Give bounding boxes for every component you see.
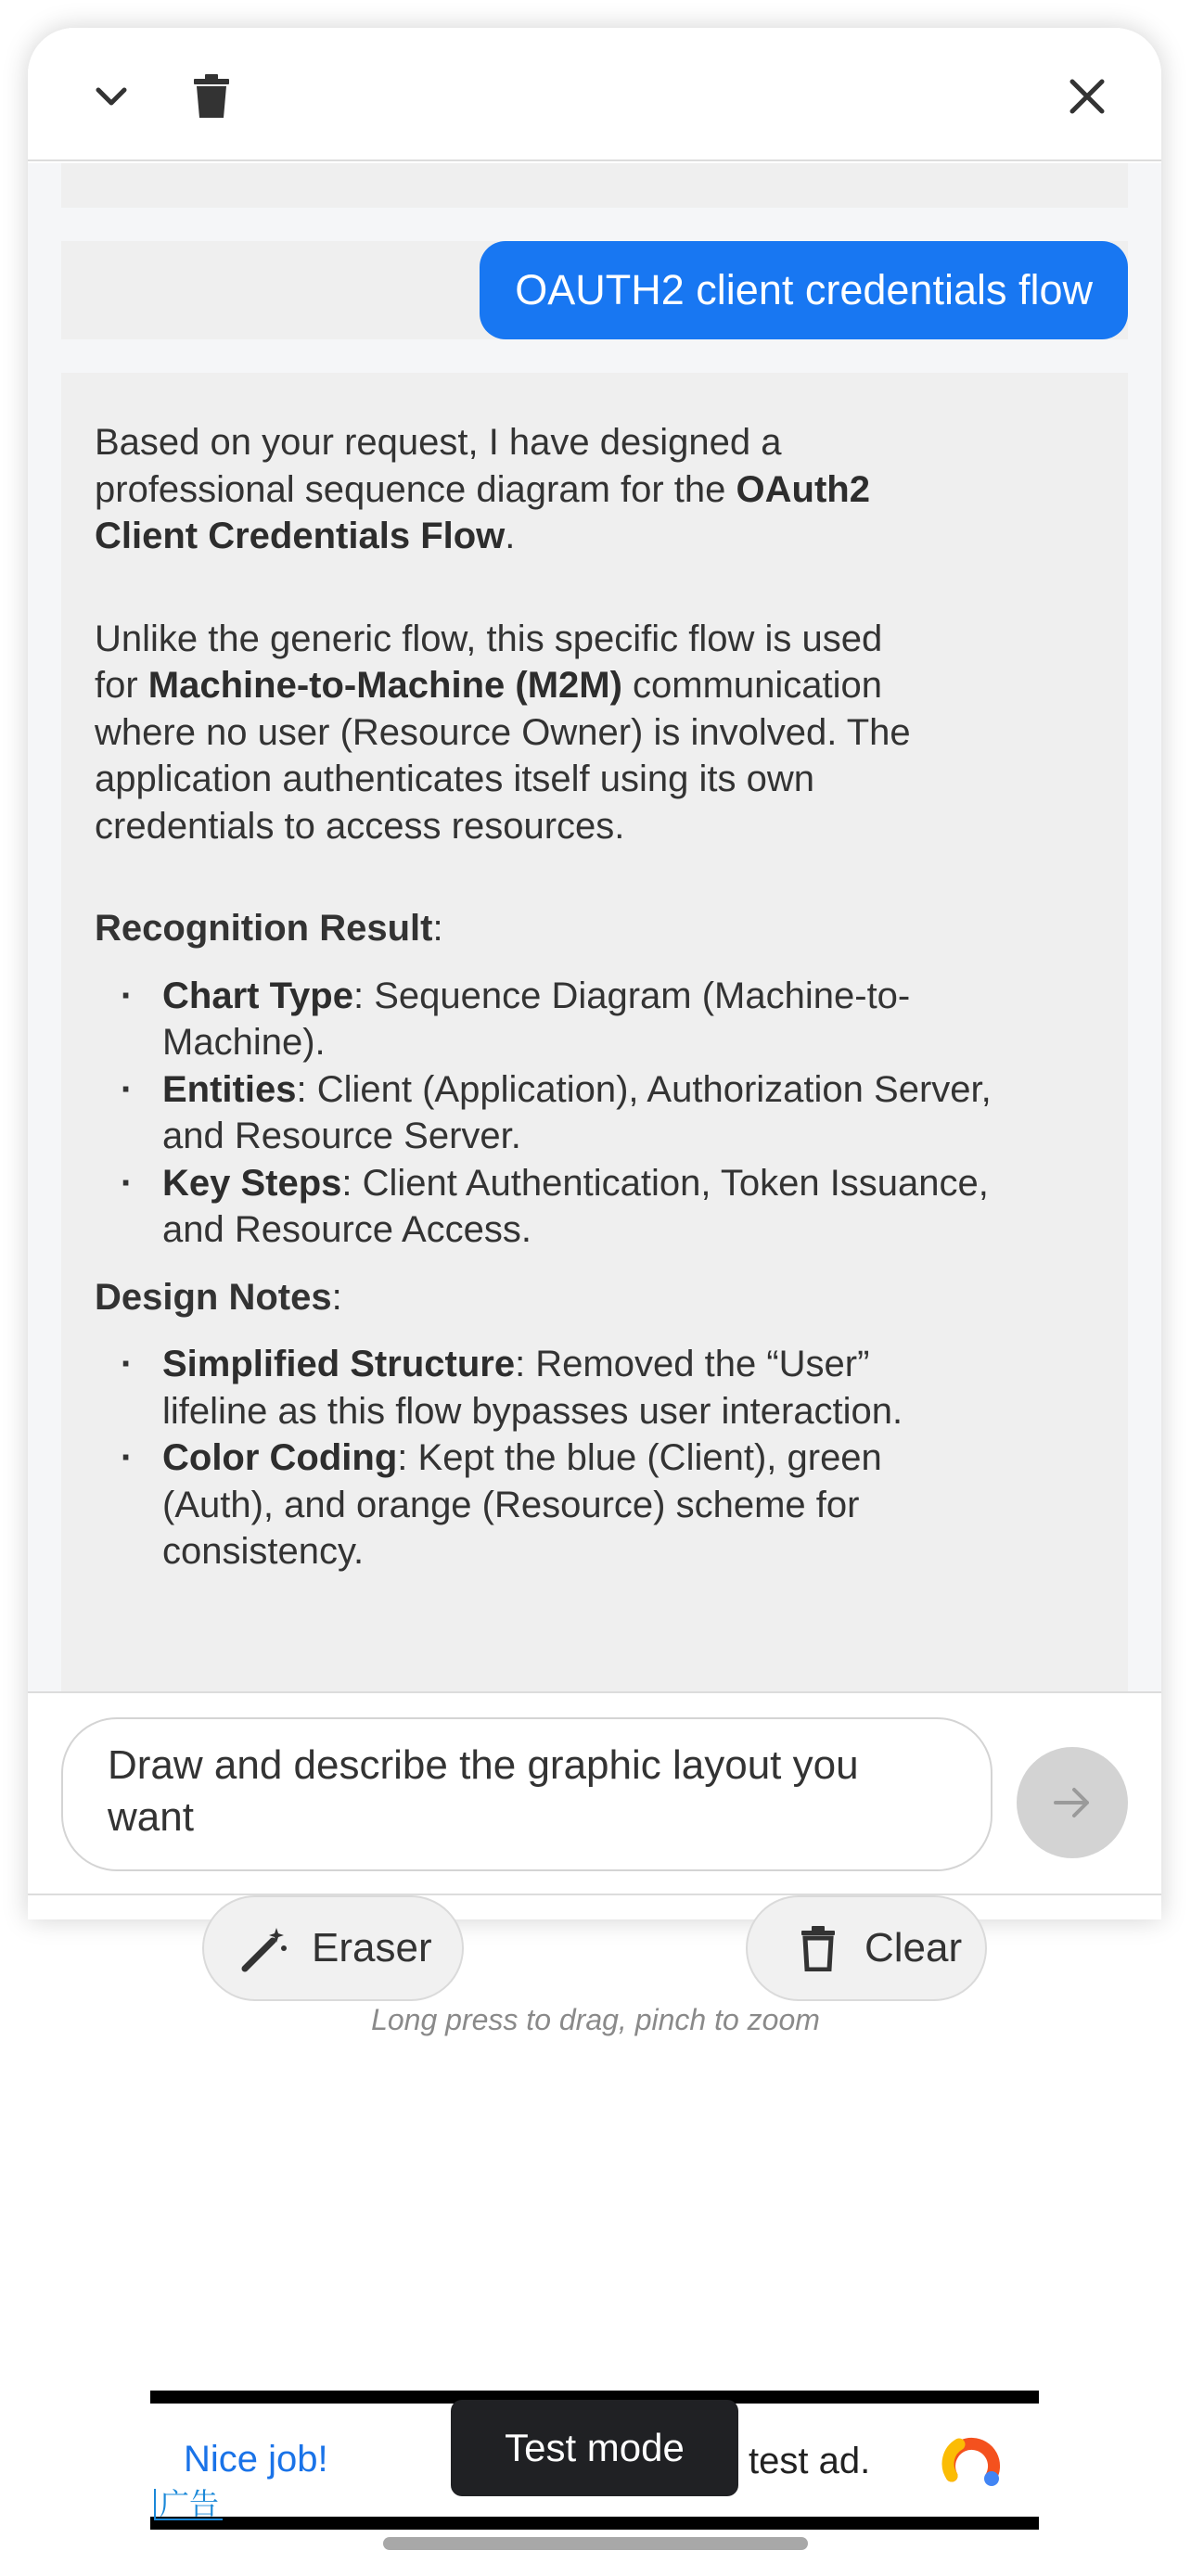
item-text: : Client Authentication, Token Issuance, and Resource Access. bbox=[162, 1162, 989, 1250]
home-indicator[interactable] bbox=[383, 2537, 808, 2550]
para2-bold: Machine-to-Machine (M2M) bbox=[147, 665, 622, 706]
eraser-button[interactable] bbox=[202, 1895, 464, 2001]
recognition-heading: Recognition Result: bbox=[95, 908, 443, 949]
item-label: Color Coding bbox=[162, 1437, 398, 1478]
intro-suffix: . bbox=[505, 516, 516, 556]
item-label: Simplified Structure bbox=[162, 1344, 516, 1384]
canvas-hint: Long press to drag, pinch to zoom bbox=[371, 2003, 820, 2036]
answer-paragraph-2 bbox=[95, 616, 911, 850]
ad-tag: 广告 bbox=[154, 2489, 223, 2520]
collapse-button[interactable] bbox=[82, 67, 141, 126]
item-label: Key Steps bbox=[162, 1162, 342, 1204]
assistant-message bbox=[61, 373, 1128, 1691]
arrow-right-icon bbox=[1050, 1780, 1095, 1825]
panel-header bbox=[28, 28, 1161, 161]
user-message-row bbox=[61, 241, 1128, 339]
item-text: : Kept the blue (Client), green (Auth), and orange (Resource) scheme for consistency. bbox=[162, 1437, 882, 1572]
clear-label: Clear bbox=[864, 1925, 963, 1970]
previous-message-stub bbox=[61, 163, 1128, 208]
clear-button[interactable] bbox=[746, 1895, 987, 2001]
list-item bbox=[95, 1435, 892, 1575]
chat-scroll-area[interactable] bbox=[28, 163, 1161, 1691]
list-item bbox=[95, 973, 997, 1066]
item-text: : Sequence Diagram (Machine-to-Machine). bbox=[162, 975, 911, 1063]
list-item bbox=[95, 1341, 929, 1435]
para2-text: Unlike the generic flow, this specific flow is used for bbox=[95, 618, 883, 706]
list-item bbox=[95, 1066, 997, 1160]
item-text: : Removed the “User” lifeline as this flow bypasses user interaction. bbox=[162, 1344, 903, 1432]
test-mode-badge: Test mode bbox=[451, 2400, 738, 2496]
trash-icon bbox=[790, 1920, 846, 1976]
prompt-input[interactable]: Draw and describe the graphic layout you want bbox=[61, 1717, 992, 1871]
intro-bold: OAuth2 Client Credentials Flow bbox=[95, 468, 870, 556]
close-button[interactable] bbox=[1057, 67, 1117, 126]
trash-icon bbox=[192, 73, 231, 120]
intro-text: Based on your request, I have designed a professional sequence diagram for the bbox=[95, 422, 782, 510]
design-list bbox=[95, 1341, 1095, 1575]
design-heading: Design Notes: bbox=[95, 1276, 342, 1318]
user-message-bubble: OAUTH2 client credentials flow bbox=[480, 241, 1128, 339]
close-icon bbox=[1069, 78, 1106, 115]
ad-text: test ad. bbox=[749, 2441, 871, 2481]
input-bar bbox=[28, 1691, 1161, 1895]
recognition-list bbox=[95, 973, 1095, 1254]
answer-intro bbox=[95, 419, 929, 560]
send-button[interactable] bbox=[1017, 1747, 1128, 1858]
ad-brand-logo bbox=[941, 2429, 1005, 2491]
chevron-down-icon bbox=[91, 76, 132, 117]
para2-suffix: communication where no user (Resource Owner) is involved. The application authenticates itself using its own credentials to access resources. bbox=[95, 665, 911, 847]
magic-wand-icon bbox=[237, 1920, 293, 1976]
eraser-label: Eraser bbox=[312, 1925, 432, 1970]
item-text: : Client (Application), Authorization Server, and Resource Server. bbox=[162, 1068, 992, 1156]
chat-panel bbox=[28, 28, 1161, 1919]
item-label: Chart Type bbox=[162, 975, 353, 1016]
list-item bbox=[95, 1160, 997, 1254]
design-heading-text: Design Notes bbox=[95, 1276, 332, 1318]
ad-title[interactable]: Nice job! bbox=[184, 2439, 328, 2480]
delete-chat-button[interactable] bbox=[182, 67, 241, 126]
recognition-heading-text: Recognition Result bbox=[95, 908, 433, 949]
item-label: Entities bbox=[162, 1068, 297, 1110]
